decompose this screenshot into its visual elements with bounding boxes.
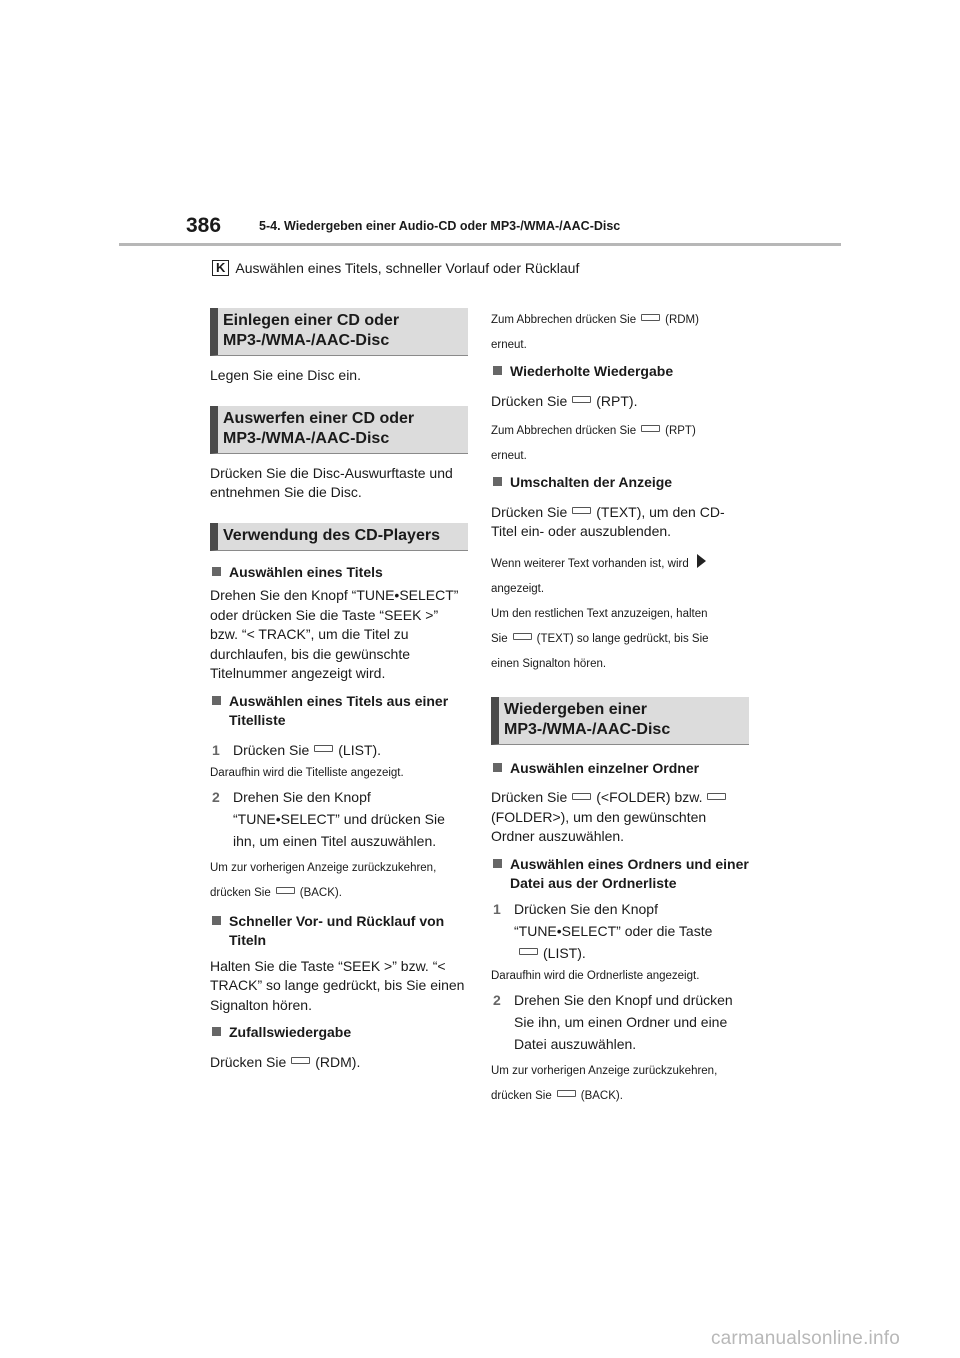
button-icon [314,745,333,752]
subheading-select-track: Auswählen eines Titels [210,563,468,583]
rdm-cancel-note-2: erneut. [491,339,527,351]
subheading-select-folder: Auswählen einzelner Ordner [491,759,749,779]
step-1-folder: 1 Drücken Sie den Knopf “TUNE•SELECT” oder die Taste (LIST). [493,900,713,961]
header-rule [119,243,841,246]
button-icon [276,887,295,894]
button-icon [572,793,591,800]
fast-forward-text: Halten Sie die Taste “SEEK >” bzw. “< TRACK” so lange gedrückt, bis Sie einen Signalton hören. [210,957,465,1013]
display-text: Drücken Sie (TEXT), um den CD-Titel ein- oder auszublenden. [491,503,725,539]
subheading-fast-forward: Schneller Vor- und Rücklauf von Titeln [210,912,468,951]
subheading-folder-list: Auswählen eines Ordners und einer Datei aus der Ordnerliste [491,855,749,894]
callout-row [212,260,579,276]
rdm-cancel-note: Zum Abbrechen drücken Sie (RDM) [491,314,699,326]
play-arrow-icon [697,554,706,568]
page-number: 386 [186,214,222,237]
section-heading-eject: Auswerfen einer CD oder MP3-/WMA-/AAC-Disc [210,406,468,454]
select-track-text: Drehen Sie den Knopf “TUNE•SELECT” oder drücken Sie die Taste “SEEK >” bzw. “< TRACK”, um die Titel zu durchlaufen, bis die gewünschte Titelnummer angezeigt wird. [210,587,459,681]
button-icon [572,507,591,514]
section-heading-mp3: Wiedergeben einer MP3-/WMA-/AAC-Disc [491,697,749,745]
select-folder-text: Drücken Sie (<FOLDER) bzw. (FOLDER>), um den gewünschten Ordner auszuwählen. [491,788,749,847]
subheading-display: Umschalten der Anzeige [491,473,749,493]
more-text-note-2: angezeigt. [491,582,545,595]
square-bullet-icon [493,763,502,772]
square-bullet-icon [493,366,502,375]
button-icon [641,314,660,321]
folder-list-note: Daraufhin wird die Ordnerliste angezeigt. [491,969,700,982]
back-note-line2: drücken Sie (BACK). [210,886,342,899]
eject-instruction: Drücken Sie die Disc-Auswurftaste und entnehmen Sie die Disc. [210,464,453,500]
callout-label: K [212,260,229,276]
rpt-cancel-note-2: erneut. [491,450,527,462]
square-bullet-icon [212,696,221,705]
button-icon [572,396,591,403]
back-note-right-1: Um zur vorherigen Anzeige zurückzukehren, [491,1064,718,1077]
square-bullet-icon [493,477,502,486]
watermark: carmanualsonline.info [710,1328,900,1349]
back-note-line1: Um zur vorherigen Anzeige zurückzukehren, [210,861,437,874]
repeat-text: Drücken Sie (RPT). [491,392,638,409]
subheading-random: Zufallswiedergabe [210,1023,468,1043]
square-bullet-icon [212,916,221,925]
square-bullet-icon [493,859,502,868]
callout-text: Auswählen eines Titels, schneller Vorlauf oder Rücklauf [235,260,580,276]
insert-instruction: Legen Sie eine Disc ein. [210,367,361,383]
square-bullet-icon [212,567,221,576]
rpt-cancel-note: Zum Abbrechen drücken Sie (RPT) [491,425,696,437]
section-heading-cd-player: Verwendung des CD-Players [210,523,468,551]
chapter-title: 5-4. Wiedergeben einer Audio-CD oder MP3-/WMA-/AAC-Disc [259,219,621,233]
right-column [491,308,749,1109]
step-2-folder: 2 Drehen Sie den Knopf und drücken Sie ihn, um einen Ordner und eine Datei auszuwählen. [493,991,733,1052]
more-text-note-3: Um den restlichen Text anzuzeigen, halten [491,607,708,620]
subheading-repeat: Wiederholte Wiedergabe [491,362,749,382]
button-icon [519,948,538,955]
back-note-right-2: drücken Sie (BACK). [491,1089,623,1102]
step-1-note: Daraufhin wird die Titelliste angezeigt. [210,766,404,779]
button-icon [291,1057,310,1064]
button-icon [557,1090,576,1097]
more-text-note-5: einen Signalton hören. [491,657,607,670]
button-icon [707,793,726,800]
left-column [210,308,468,1072]
more-text-note-4: Sie (TEXT) so lange gedrückt, bis Sie [491,632,709,645]
step-1-list: 1 Drücken Sie (LIST). [212,741,382,758]
step-2-select: 2 Drehen Sie den Knopf “TUNE•SELECT” und drücken Sie ihn, um einen Titel auszuwählen. [212,788,445,849]
random-text: Drücken Sie (RDM). [210,1053,361,1070]
section-heading-insert: Einlegen einer CD oder MP3-/WMA-/AAC-Disc [210,308,468,356]
button-icon [513,633,532,640]
button-icon [641,425,660,432]
more-text-note-1: Wenn weiterer Text vorhanden ist, wird [491,552,749,577]
square-bullet-icon [212,1027,221,1036]
subheading-track-list: Auswählen eines Titels aus einer Titelliste [210,692,468,731]
